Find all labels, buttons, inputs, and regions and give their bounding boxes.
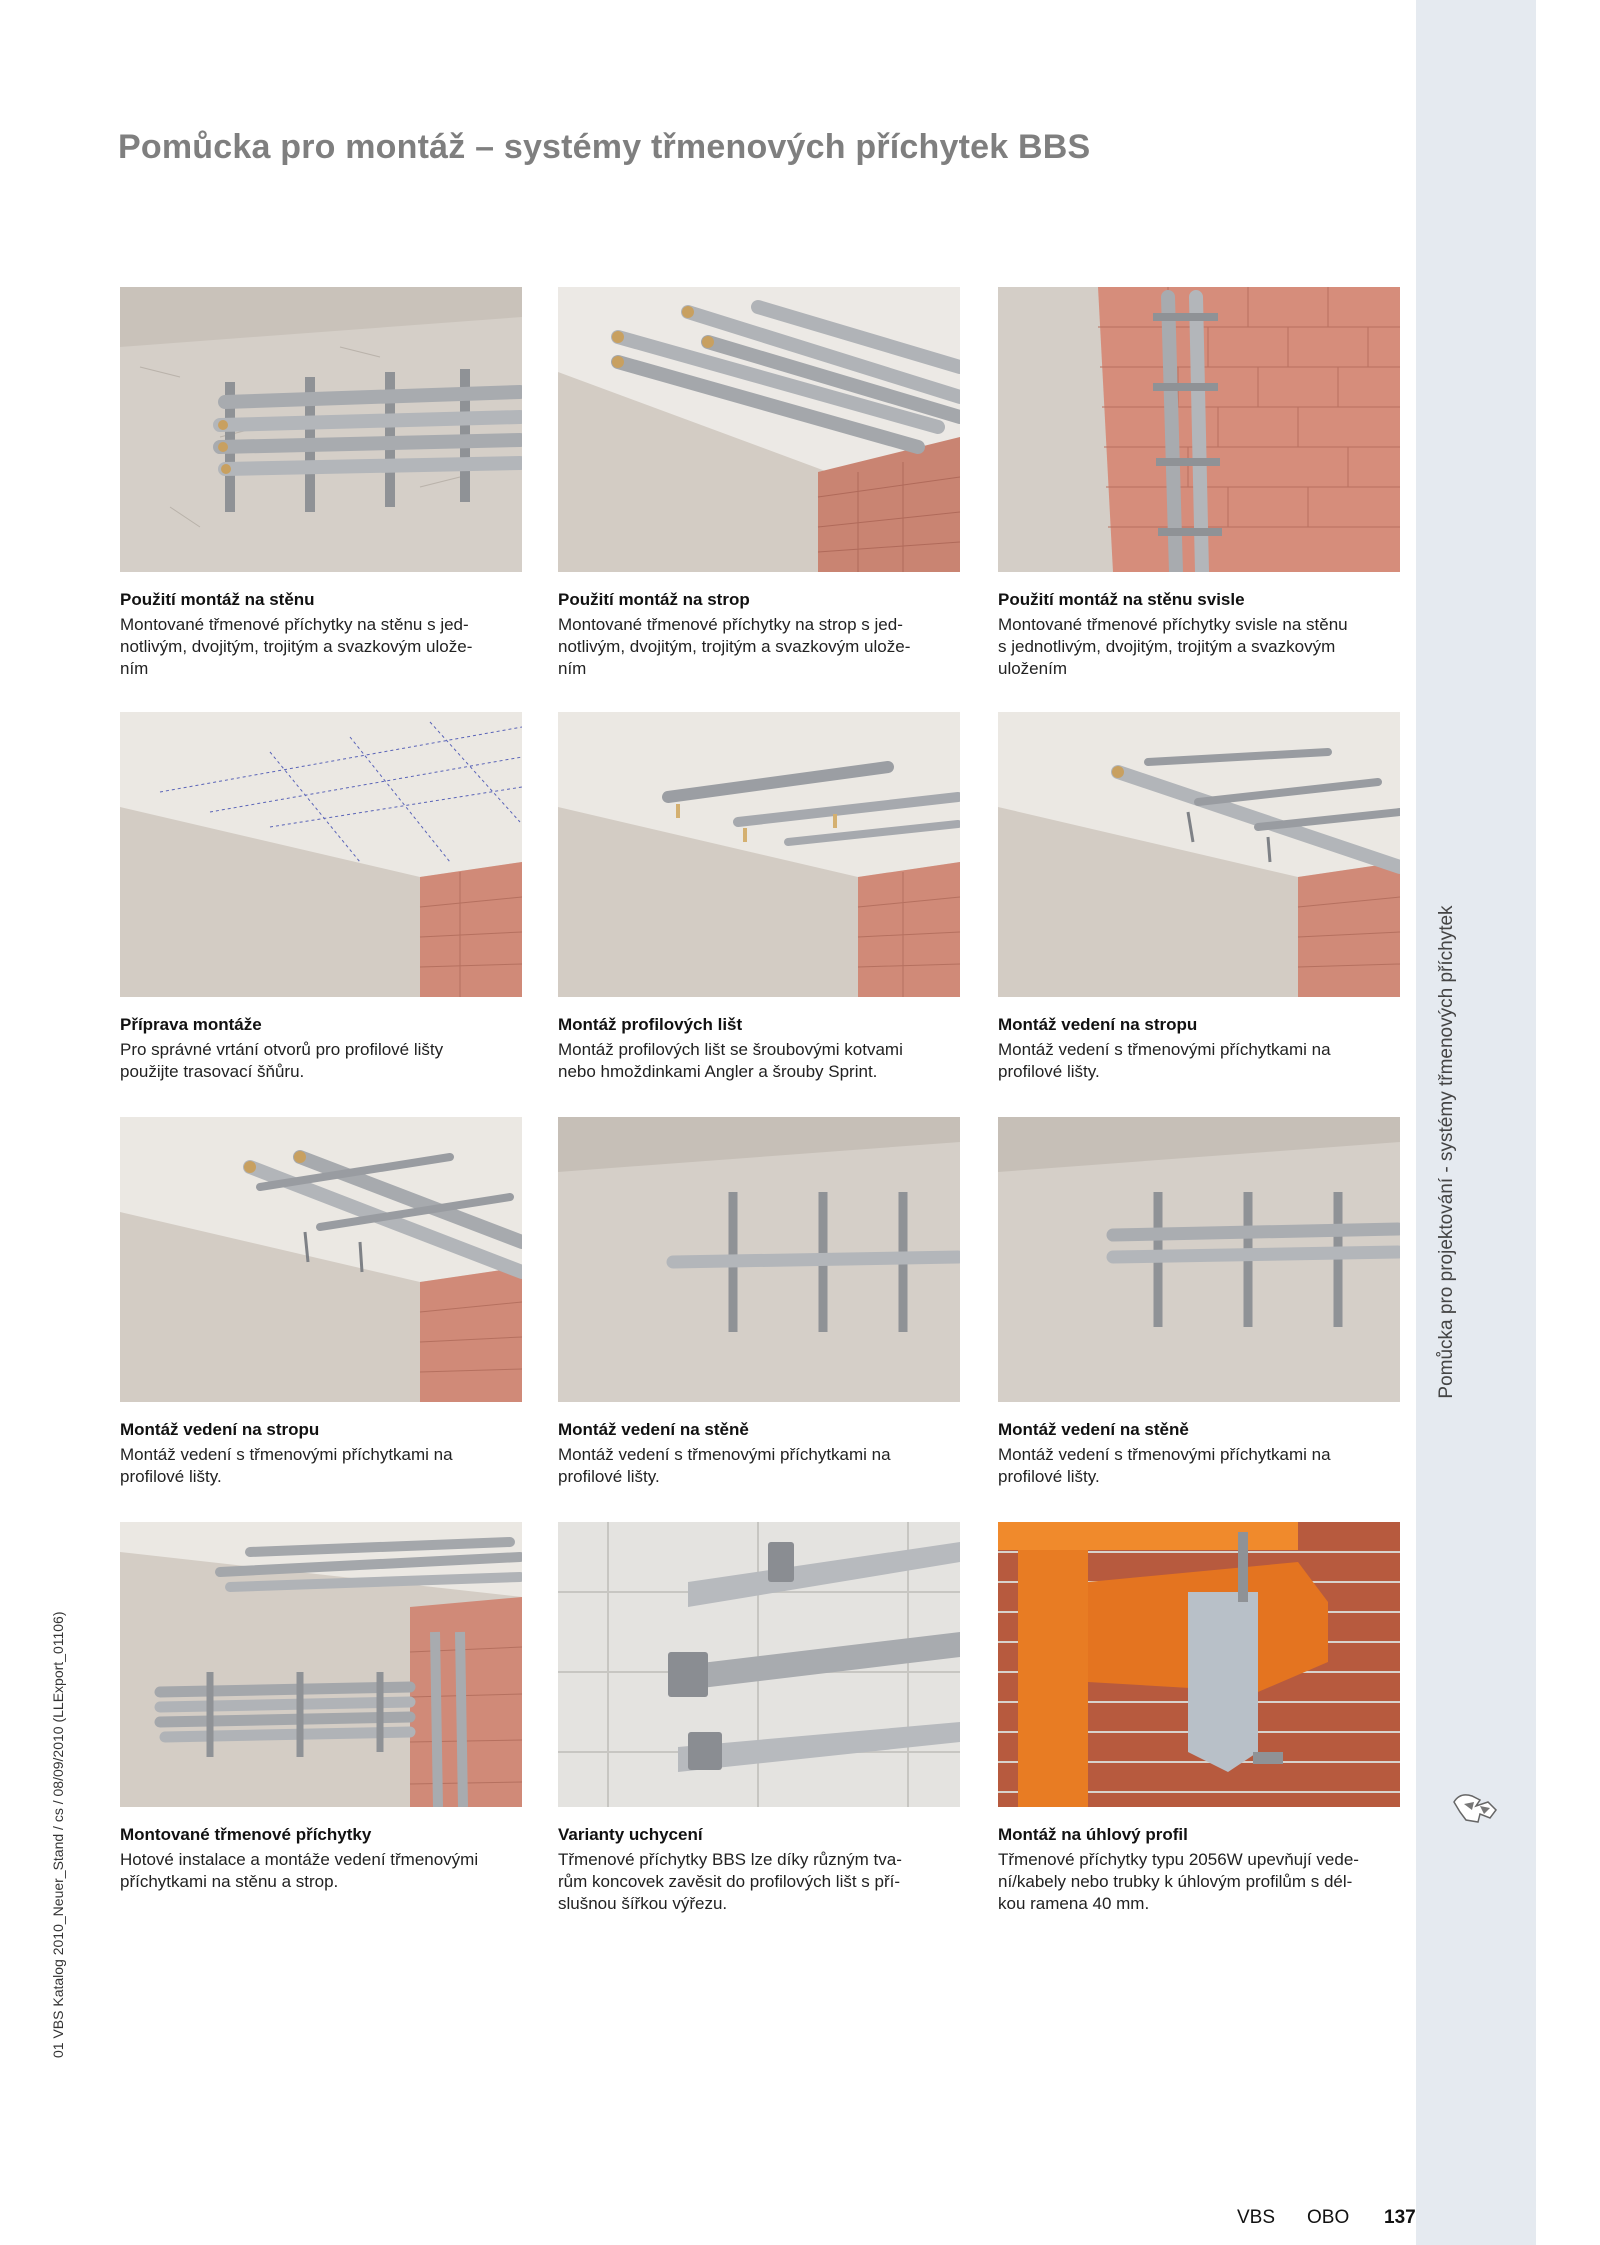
card-title: Montované třmenové příchytky bbox=[120, 1825, 372, 1844]
card-title: Varianty uchycení bbox=[558, 1825, 703, 1844]
card-description: Montované třmenové příchytky svisle na stěnu s jednotlivým, dvojitým, trojitým a svazkovým uložením bbox=[998, 615, 1348, 678]
card-title: Montáž na úhlový profil bbox=[998, 1825, 1188, 1844]
card-title: Použití montáž na stěnu bbox=[120, 590, 315, 609]
card-description: Montáž vedení s třmenovými příchytkami na profilové lišty. bbox=[120, 1445, 453, 1486]
photo-attachment-variants bbox=[558, 1522, 960, 1807]
photo-ceiling-lines-2 bbox=[120, 1117, 522, 1402]
photo-profile-rails bbox=[558, 712, 960, 997]
photo-wall-mounting bbox=[120, 287, 522, 572]
page-title: Pomůcka pro montáž – systémy třmenových příchytek BBS bbox=[118, 128, 1091, 166]
card-description: Montáž vedení s třmenovými příchytkami na profilové lišty. bbox=[998, 1445, 1331, 1486]
card-title: Montáž vedení na stropu bbox=[120, 1420, 320, 1439]
card-title: Použití montáž na stěnu svisle bbox=[998, 590, 1245, 609]
card-title: Montáž vedení na stropu bbox=[998, 1015, 1198, 1034]
photo-ceiling-mounting bbox=[558, 287, 960, 572]
photo-wall-lines-1 bbox=[558, 1117, 960, 1402]
card-description: Montované třmenové příchytky na stěnu s jed- notlivým, dvojitým, trojitým a svazkovým ulože- ním bbox=[120, 615, 473, 678]
card-description: Třmenové příchytky BBS lze díky různým tva- rům koncovek zavěsit do profilových lišt s pří- slušnou šířkou výřezu. bbox=[558, 1850, 902, 1913]
card-title: Montáž vedení na stěně bbox=[558, 1420, 749, 1439]
photo-preparation bbox=[120, 712, 522, 997]
card-description: Montáž vedení s třmenovými příchytkami na profilové lišty. bbox=[558, 1445, 891, 1486]
card-title: Použití montáž na strop bbox=[558, 590, 750, 609]
card-description: Montáž profilových lišt se šroubovými kotvami nebo hmoždinkami Angler a šrouby Sprint. bbox=[558, 1040, 903, 1081]
card-description: Montáž vedení s třmenovými příchytkami na profilové lišty. bbox=[998, 1040, 1331, 1081]
photo-angle-profile bbox=[998, 1522, 1400, 1807]
photo-wall-lines-2 bbox=[998, 1117, 1400, 1402]
card-description: Třmenové příchytky typu 2056W upevňují vede- ní/kabely nebo trubky k úhlovým profilům s dél- kou ramena 40 mm. bbox=[998, 1850, 1359, 1913]
card-title: Montáž vedení na stěně bbox=[998, 1420, 1189, 1439]
card-title: Příprava montáže bbox=[120, 1015, 262, 1034]
sidebar-band bbox=[1416, 0, 1536, 2245]
card-title: Montáž profilových lišt bbox=[558, 1015, 743, 1034]
card-description: Hotové instalace a montáže vedení třmenovými příchytkami na stěnu a strop. bbox=[120, 1850, 479, 1891]
photo-mounted-clips bbox=[120, 1522, 522, 1807]
card-description: Pro správné vrtání otvorů pro profilové lišty použijte trasovací šňůru. bbox=[120, 1040, 444, 1081]
photo-vertical-wall-mounting bbox=[998, 287, 1400, 572]
photo-ceiling-lines-1 bbox=[998, 712, 1400, 997]
card-description: Montované třmenové příchytky na strop s jed- notlivým, dvojitým, trojitým a svazkovým ulože- ním bbox=[558, 615, 911, 678]
footer-company: OBO bbox=[1307, 2207, 1350, 2228]
footer-brand: VBS bbox=[1237, 2207, 1276, 2228]
obo-logo-icon bbox=[1450, 1788, 1502, 1828]
page-number: 137 bbox=[1384, 2207, 1416, 2228]
